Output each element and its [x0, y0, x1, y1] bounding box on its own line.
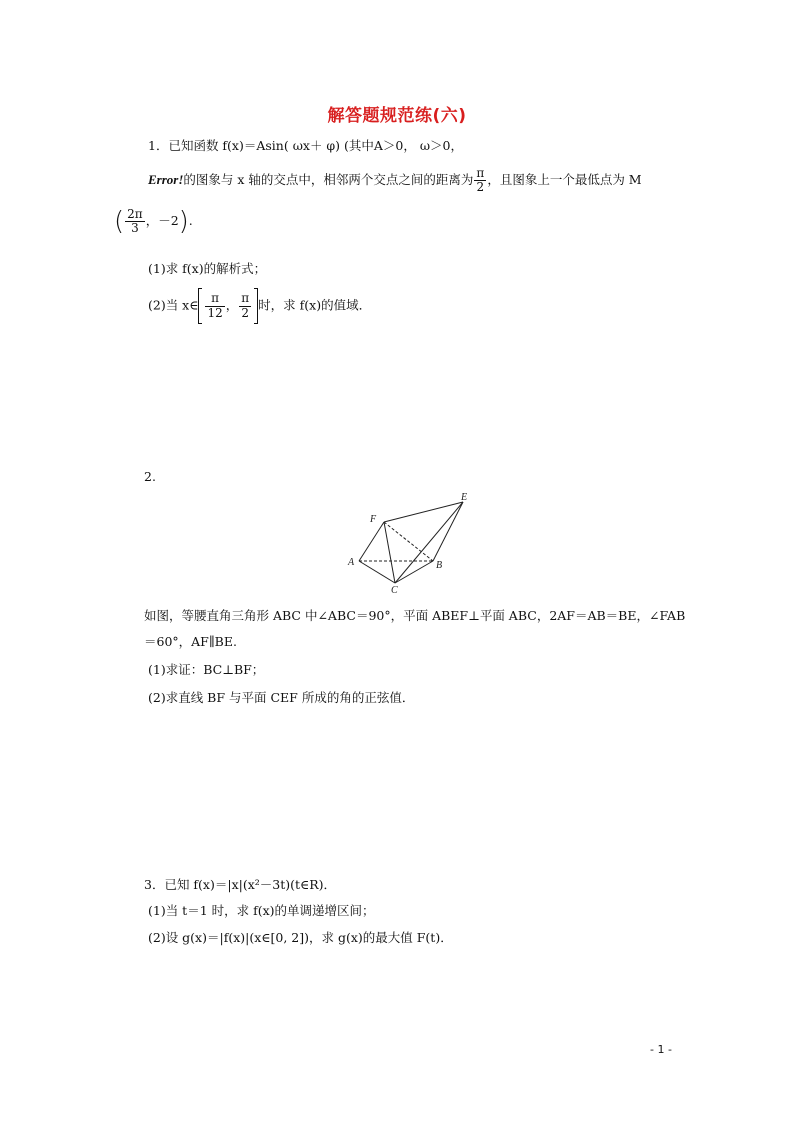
q1-point-m: ( $\frac{2\pi}{3}$ ，－2). [114, 206, 193, 237]
point-m-rest: ，－2 [145, 213, 179, 229]
q2-part1: (1)求证：BC⊥BF； [148, 662, 265, 677]
q3-number: 3． [144, 877, 165, 892]
label-F: F [370, 514, 377, 525]
edge-AF [359, 522, 384, 561]
q1-part2-start: (2)当 x∈ [148, 297, 199, 313]
edge-FB [384, 522, 433, 561]
fraction-2pi-over-3: $\frac{2\pi}{3}$ [127, 207, 143, 236]
fraction-pi-over-2-b: $\frac{\pi}{2}$ [241, 291, 250, 320]
edge-CB [395, 561, 433, 583]
label-C: C [391, 585, 398, 595]
interval-left-bracket [198, 288, 202, 324]
page-number: - 1 - [650, 1043, 672, 1056]
edge-EB [433, 502, 463, 561]
q1-line2 [148, 160, 642, 200]
q1-number: 1． [148, 138, 169, 153]
q1-stem: 已知函数 f(x)＝Asin( ωx＋ φ) (其中A＞0， ω＞0， [168, 138, 463, 153]
q1-line2-text: 的图象与 x 轴的交点中，相邻两个交点之间的距离为 [183, 172, 474, 187]
q2-part2: (2)求直线 BF 与平面 CEF 所成的角的正弦值． [148, 690, 415, 705]
edge-EC [395, 502, 463, 583]
interval-comma: ， [225, 297, 239, 313]
q3-part1: (1)当 t＝1 时，求 f(x)的单调递增区间； [148, 903, 375, 918]
fraction-pi-over-2: $\frac{\pi}{2}$ [476, 165, 485, 194]
q2-line2: ＝60°，AF∥BE. [144, 634, 237, 649]
geometry-figure [345, 490, 480, 595]
label-B: B [436, 560, 443, 571]
point-m-period: . [188, 213, 193, 229]
q2-number: 2. [144, 469, 156, 484]
q3-line1 [144, 875, 336, 893]
label-A: A [348, 557, 355, 568]
q1-part2 [148, 288, 371, 324]
q3-part2: (2)设 g(x)＝|f(x)|(x∈[0, 2])，求 g(x)的最大值 F(t)． [148, 930, 453, 945]
label-E: E [461, 492, 468, 503]
q2-line1: 如图，等腰直角三角形 ABC 中∠ABC＝90°，平面 ABEF⊥平面 ABC，2AF＝AB＝BE，∠FAB [144, 608, 686, 623]
edge-AC [359, 561, 395, 583]
q1-part2-end: 时，求 f(x)的值域． [258, 297, 372, 313]
q1-line2-end: ，且图象上一个最低点为 M [487, 172, 642, 187]
edge-FC [384, 522, 395, 583]
edge-FE [384, 502, 463, 522]
q1-line1 [148, 136, 463, 154]
page-title: 解答题规范练(六) [327, 106, 467, 126]
q3-stem: 已知 f(x)＝|x|(x²－3t)(t∈R)． [164, 877, 337, 892]
error-label: Error! [148, 172, 184, 187]
fraction-pi-over-12: $\frac{\pi}{12}$ [207, 291, 223, 320]
q1-part1: (1)求 f(x)的解析式； [148, 261, 267, 276]
